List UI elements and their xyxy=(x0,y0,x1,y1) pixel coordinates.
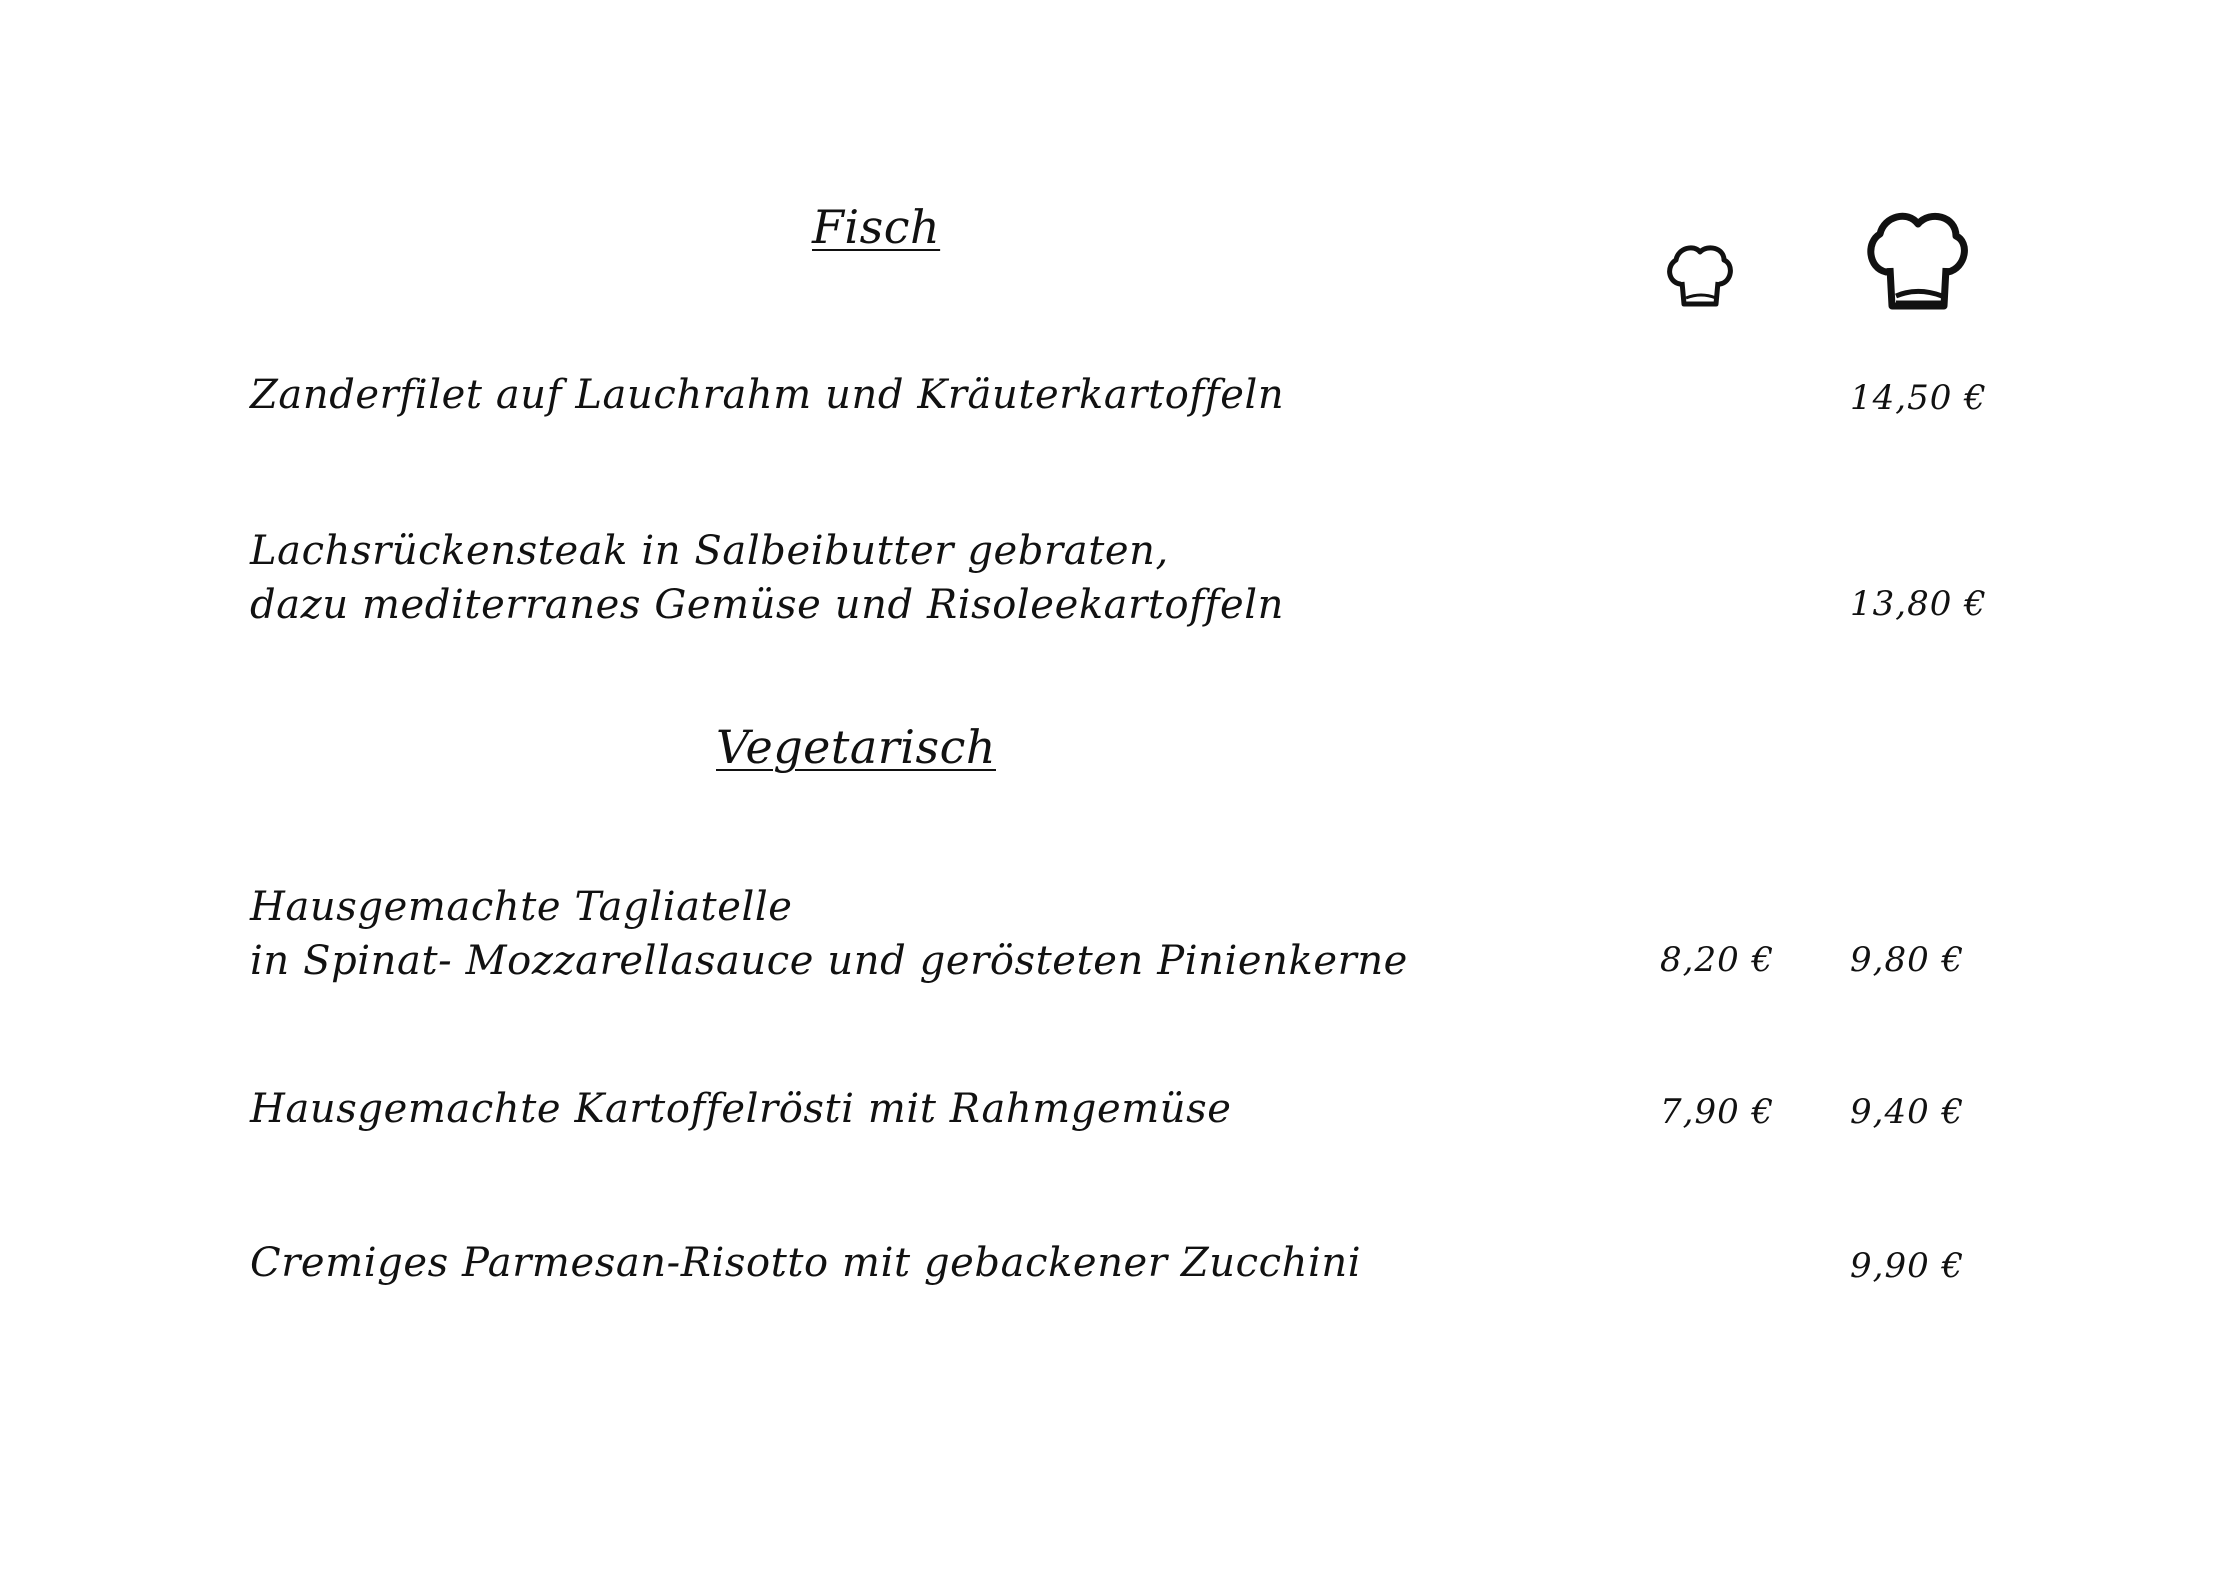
price-large: 9,40 € xyxy=(1850,1092,1965,1132)
price-large: 14,50 € xyxy=(1850,378,1987,418)
dish-line: Hausgemachte Kartoffelrösti mit Rahmgemüse xyxy=(250,1086,1232,1132)
dish-line: Cremiges Parmesan-Risotto mit gebackener Zucchini xyxy=(250,1240,1362,1286)
price-large: 13,80 € xyxy=(1850,584,1987,624)
dish-line: dazu mediterranes Gemüse und Risoleekartoffeln xyxy=(250,582,1285,628)
menu-item xyxy=(250,368,1284,422)
section-title-vegetarisch: Vegetarisch xyxy=(716,720,996,774)
dish-line: in Spinat- Mozzarellasauce und gerösteten Pinienkerne xyxy=(250,938,1408,984)
menu-item xyxy=(250,524,1284,632)
chef-hat-small-icon xyxy=(1664,240,1736,310)
menu-item xyxy=(250,1236,1361,1290)
price-small: 7,90 € xyxy=(1660,1092,1775,1132)
price-small: 8,20 € xyxy=(1660,940,1775,980)
price-large: 9,80 € xyxy=(1850,940,1965,980)
dish-line: Lachsrückensteak in Salbeibutter gebraten, xyxy=(250,528,1169,574)
dish-line: Hausgemachte Tagliatelle xyxy=(250,884,793,930)
price-large: 9,90 € xyxy=(1850,1246,1965,1286)
chef-hat-large-icon xyxy=(1862,206,1972,314)
menu-item xyxy=(250,880,1408,988)
dish-line: Zanderfilet auf Lauchrahm und Kräuterkartoffeln xyxy=(250,372,1285,418)
menu-item xyxy=(250,1082,1232,1136)
section-title-fisch: Fisch xyxy=(812,200,941,254)
